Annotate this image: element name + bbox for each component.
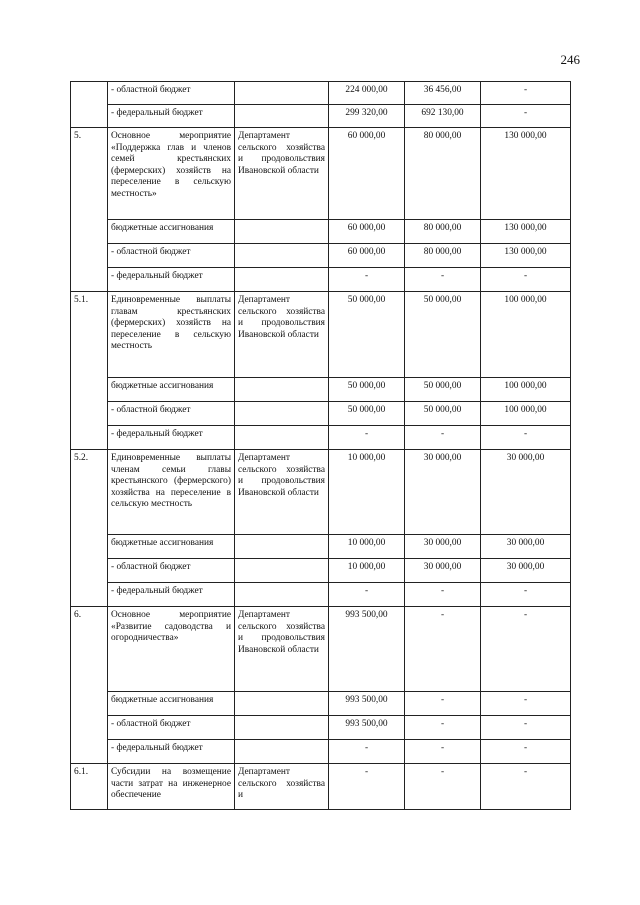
amount-year-3: 130 000,00 <box>481 128 571 220</box>
amount-year-1: 60 000,00 <box>329 244 405 268</box>
amount-year-1: 993 500,00 <box>329 692 405 716</box>
budget-row <box>71 740 571 764</box>
amount-year-3: 130 000,00 <box>481 244 571 268</box>
responsible-department: Департамент сельского хозяйства и продовольствия Ивановской области <box>235 607 329 692</box>
budget-row <box>71 244 571 268</box>
amount-year-2: 36 456,00 <box>405 82 481 105</box>
amount-year-1: 993 500,00 <box>329 607 405 692</box>
empty-cell <box>235 378 329 402</box>
amount-year-2: 30 000,00 <box>405 450 481 535</box>
amount-year-3: - <box>481 740 571 764</box>
budget-row <box>71 378 571 402</box>
empty-cell <box>235 402 329 426</box>
amount-year-3: - <box>481 268 571 292</box>
amount-year-1: - <box>329 268 405 292</box>
budget-row <box>71 716 571 740</box>
amount-year-1: 60 000,00 <box>329 220 405 244</box>
responsible-department: Департамент сельского хозяйства и продовольствия Ивановской области <box>235 450 329 535</box>
budget-row <box>71 82 571 105</box>
item-number-cell: 5.2. <box>71 450 108 607</box>
budget-source-label: бюджетные ассигнования <box>108 692 235 716</box>
amount-year-3: - <box>481 82 571 105</box>
amount-year-1: - <box>329 740 405 764</box>
empty-cell <box>235 82 329 105</box>
amount-year-1: - <box>329 764 405 810</box>
budget-row <box>71 268 571 292</box>
responsible-department: Департамент сельского хозяйства и продовольствия Ивановской области <box>235 128 329 220</box>
amount-year-2: - <box>405 692 481 716</box>
measure-row <box>71 128 571 220</box>
budget-table <box>70 81 571 810</box>
amount-year-1: 50 000,00 <box>329 378 405 402</box>
amount-year-2: - <box>405 740 481 764</box>
responsible-department: Департамент сельского хозяйства и продовольствия Ивановской области <box>235 292 329 378</box>
amount-year-2: 80 000,00 <box>405 128 481 220</box>
amount-year-3: 30 000,00 <box>481 559 571 583</box>
budget-source-label: - областной бюджет <box>108 716 235 740</box>
budget-row <box>71 692 571 716</box>
amount-year-2: - <box>405 607 481 692</box>
empty-cell <box>235 740 329 764</box>
amount-year-3: - <box>481 764 571 810</box>
item-number-cell: 6.1. <box>71 764 108 810</box>
amount-year-3: - <box>481 105 571 128</box>
empty-cell <box>235 716 329 740</box>
empty-cell <box>235 268 329 292</box>
amount-year-2: - <box>405 583 481 607</box>
amount-year-3: 30 000,00 <box>481 450 571 535</box>
amount-year-2: - <box>405 426 481 450</box>
amount-year-2: 50 000,00 <box>405 378 481 402</box>
empty-cell <box>235 426 329 450</box>
empty-cell <box>235 692 329 716</box>
amount-year-1: 224 000,00 <box>329 82 405 105</box>
budget-source-label: - областной бюджет <box>108 82 235 105</box>
budget-source-label: бюджетные ассигнования <box>108 220 235 244</box>
amount-year-1: 60 000,00 <box>329 128 405 220</box>
budget-source-label: - федеральный бюджет <box>108 583 235 607</box>
amount-year-3: - <box>481 607 571 692</box>
budget-row <box>71 426 571 450</box>
measure-row <box>71 292 571 378</box>
amount-year-1: 10 000,00 <box>329 559 405 583</box>
measure-row <box>71 607 571 692</box>
budget-source-label: - федеральный бюджет <box>108 426 235 450</box>
empty-cell <box>235 535 329 559</box>
amount-year-1: 993 500,00 <box>329 716 405 740</box>
amount-year-3: 100 000,00 <box>481 402 571 426</box>
amount-year-3: 100 000,00 <box>481 292 571 378</box>
amount-year-3: 100 000,00 <box>481 378 571 402</box>
measure-description: Единовременные выплаты членам семьи главы крестьянского (фермерского) хозяйства на переселение в сельскую местность <box>108 450 235 535</box>
amount-year-3: - <box>481 426 571 450</box>
amount-year-2: 80 000,00 <box>405 220 481 244</box>
measure-description: Основное мероприятие «Поддержка глав и членов семей крестьянских (фермерских) хозяйств на переселение в сельскую местность» <box>108 128 235 220</box>
measure-description: Основное мероприятие «Развитие садоводства и огородничества» <box>108 607 235 692</box>
measure-description: Единовременные выплаты главам крестьянских (фермерских) хозяйств на переселение в сельскую местность <box>108 292 235 378</box>
budget-row <box>71 402 571 426</box>
budget-source-label: - областной бюджет <box>108 244 235 268</box>
budget-row <box>71 535 571 559</box>
empty-cell <box>235 559 329 583</box>
amount-year-3: 130 000,00 <box>481 220 571 244</box>
budget-source-label: - федеральный бюджет <box>108 105 235 128</box>
empty-cell <box>235 244 329 268</box>
amount-year-1: 10 000,00 <box>329 450 405 535</box>
budget-source-label: - областной бюджет <box>108 402 235 426</box>
amount-year-1: - <box>329 583 405 607</box>
amount-year-3: 30 000,00 <box>481 535 571 559</box>
budget-source-label: бюджетные ассигнования <box>108 378 235 402</box>
page-number: 246 <box>560 52 580 67</box>
amount-year-1: 10 000,00 <box>329 535 405 559</box>
amount-year-2: - <box>405 716 481 740</box>
amount-year-1: 50 000,00 <box>329 402 405 426</box>
item-number-cell: 5.1. <box>71 292 108 450</box>
responsible-department: Департамент сельского хозяйства и <box>235 764 329 810</box>
amount-year-3: - <box>481 583 571 607</box>
budget-row <box>71 105 571 128</box>
amount-year-2: 692 130,00 <box>405 105 481 128</box>
budget-source-label: - федеральный бюджет <box>108 740 235 764</box>
budget-row <box>71 559 571 583</box>
amount-year-1: - <box>329 426 405 450</box>
amount-year-2: - <box>405 764 481 810</box>
amount-year-2: 30 000,00 <box>405 559 481 583</box>
item-number-cell: 6. <box>71 607 108 764</box>
amount-year-1: 299 320,00 <box>329 105 405 128</box>
amount-year-3: - <box>481 716 571 740</box>
budget-source-label: - областной бюджет <box>108 559 235 583</box>
amount-year-2: 30 000,00 <box>405 535 481 559</box>
empty-cell <box>235 105 329 128</box>
amount-year-2: 80 000,00 <box>405 244 481 268</box>
item-number-cell: 5. <box>71 128 108 292</box>
amount-year-2: - <box>405 268 481 292</box>
empty-cell <box>235 220 329 244</box>
item-number-cell <box>71 82 108 128</box>
budget-row <box>71 220 571 244</box>
measure-row <box>71 450 571 535</box>
budget-source-label: - федеральный бюджет <box>108 268 235 292</box>
budget-source-label: бюджетные ассигнования <box>108 535 235 559</box>
amount-year-3: - <box>481 692 571 716</box>
budget-row <box>71 583 571 607</box>
measure-description: Субсидии на возмещение части затрат на инженерное обеспечение <box>108 764 235 810</box>
empty-cell <box>235 583 329 607</box>
amount-year-2: 50 000,00 <box>405 402 481 426</box>
measure-row <box>71 764 571 810</box>
amount-year-1: 50 000,00 <box>329 292 405 378</box>
amount-year-2: 50 000,00 <box>405 292 481 378</box>
